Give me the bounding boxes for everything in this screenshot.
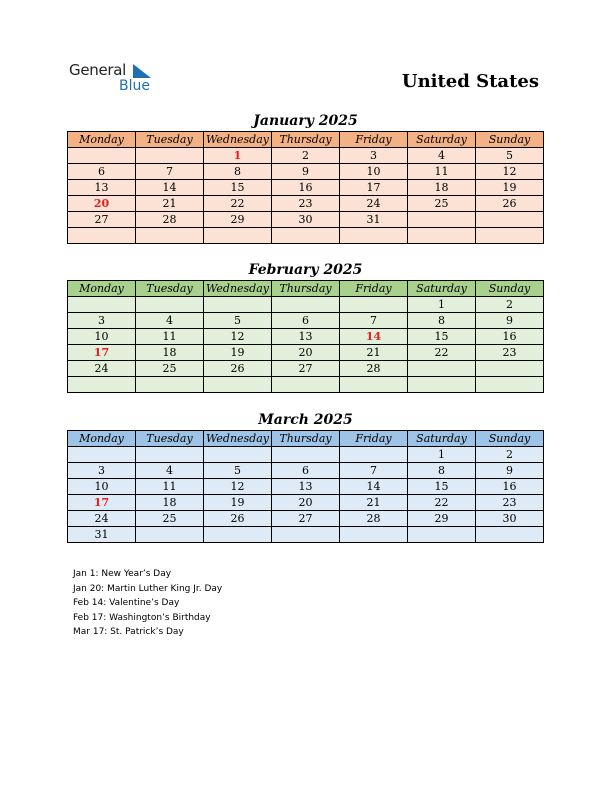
day-cell: 30 — [476, 511, 544, 527]
day-cell: 5 — [204, 313, 272, 329]
day-cell — [340, 447, 408, 463]
day-cell: 5 — [476, 148, 544, 164]
day-cell — [476, 377, 544, 393]
day-cell: 19 — [204, 495, 272, 511]
day-cell — [476, 361, 544, 377]
day-cell — [68, 148, 136, 164]
week-row — [68, 180, 544, 196]
day-cell: 24 — [68, 361, 136, 377]
day-cell — [136, 297, 204, 313]
day-cell: 10 — [340, 164, 408, 180]
logo-triangle-icon — [133, 63, 153, 79]
weekday-header: Thursday — [272, 431, 340, 447]
weekday-header: Thursday — [272, 281, 340, 297]
day-cell: 27 — [272, 361, 340, 377]
weekday-header: Tuesday — [136, 431, 204, 447]
day-cell — [204, 228, 272, 244]
day-cell: 24 — [68, 511, 136, 527]
holiday-list — [73, 567, 222, 640]
day-cell — [340, 297, 408, 313]
weekday-header: Sunday — [476, 132, 544, 148]
day-cell — [340, 228, 408, 244]
day-cell: 20 — [272, 345, 340, 361]
day-cell: 13 — [272, 329, 340, 345]
day-cell: 22 — [408, 345, 476, 361]
day-cell: 26 — [204, 361, 272, 377]
day-cell — [204, 527, 272, 543]
logo-text-general: General — [69, 61, 127, 79]
weekday-header: Saturday — [408, 132, 476, 148]
day-cell: 4 — [408, 148, 476, 164]
day-cell: 21 — [340, 345, 408, 361]
calendar-table — [67, 430, 544, 543]
country-title: United States — [401, 71, 539, 92]
day-cell: 22 — [408, 495, 476, 511]
day-cell: 28 — [136, 212, 204, 228]
day-cell: 6 — [272, 313, 340, 329]
week-row — [68, 361, 544, 377]
month-march — [67, 411, 544, 543]
day-cell: 17 — [340, 180, 408, 196]
day-cell: 22 — [204, 196, 272, 212]
week-row — [68, 527, 544, 543]
weekday-header-row — [68, 132, 544, 148]
day-cell: 18 — [136, 345, 204, 361]
week-row — [68, 329, 544, 345]
day-cell — [272, 297, 340, 313]
day-cell — [476, 228, 544, 244]
month-title: February 2025 — [248, 262, 363, 278]
day-cell — [408, 377, 476, 393]
week-row — [68, 313, 544, 329]
day-cell: 3 — [68, 463, 136, 479]
day-cell: 1 — [408, 447, 476, 463]
weekday-header: Sunday — [476, 431, 544, 447]
day-cell: 21 — [340, 495, 408, 511]
weekday-header: Friday — [340, 281, 408, 297]
day-cell: 26 — [476, 196, 544, 212]
day-cell: 7 — [340, 463, 408, 479]
weekday-header: Friday — [340, 431, 408, 447]
day-cell: 27 — [272, 511, 340, 527]
day-cell: 1 — [408, 297, 476, 313]
day-cell: 4 — [136, 313, 204, 329]
day-cell: 3 — [340, 148, 408, 164]
calendar-table — [67, 280, 544, 393]
day-cell: 15 — [408, 329, 476, 345]
day-cell — [136, 228, 204, 244]
day-cell: 16 — [476, 479, 544, 495]
day-cell — [340, 377, 408, 393]
weekday-header: Saturday — [408, 281, 476, 297]
day-cell — [68, 377, 136, 393]
day-cell: 17 — [68, 495, 136, 511]
day-cell — [204, 447, 272, 463]
day-cell: 30 — [272, 212, 340, 228]
week-row — [68, 148, 544, 164]
day-cell: 14 — [136, 180, 204, 196]
day-cell: 28 — [340, 511, 408, 527]
day-cell — [136, 447, 204, 463]
day-cell: 18 — [408, 180, 476, 196]
day-cell: 2 — [476, 447, 544, 463]
day-cell: 23 — [476, 495, 544, 511]
weekday-header: Monday — [68, 132, 136, 148]
weekday-header: Wednesday — [204, 281, 272, 297]
day-cell: 9 — [476, 313, 544, 329]
week-row — [68, 345, 544, 361]
day-cell: 18 — [136, 495, 204, 511]
month-january — [67, 112, 544, 244]
day-cell: 13 — [272, 479, 340, 495]
day-cell — [340, 527, 408, 543]
week-row — [68, 228, 544, 244]
day-cell — [408, 212, 476, 228]
day-cell — [204, 377, 272, 393]
weekday-header: Monday — [68, 281, 136, 297]
week-row — [68, 297, 544, 313]
day-cell — [272, 377, 340, 393]
weekday-header: Wednesday — [204, 132, 272, 148]
generalblue-logo — [69, 61, 159, 97]
day-cell: 4 — [136, 463, 204, 479]
day-cell: 29 — [408, 511, 476, 527]
day-cell: 19 — [204, 345, 272, 361]
day-cell — [68, 297, 136, 313]
day-cell — [272, 527, 340, 543]
day-cell: 3 — [68, 313, 136, 329]
day-cell: 25 — [136, 511, 204, 527]
day-cell: 23 — [272, 196, 340, 212]
day-cell: 8 — [408, 463, 476, 479]
day-cell — [408, 361, 476, 377]
holiday-item: Feb 17: Washington’s Birthday — [73, 612, 211, 623]
day-cell: 6 — [272, 463, 340, 479]
weekday-header: Sunday — [476, 281, 544, 297]
holiday-item: Mar 17: St. Patrick’s Day — [73, 627, 184, 637]
week-row — [68, 495, 544, 511]
holiday-item: Feb 14: Valentine’s Day — [73, 598, 180, 608]
weekday-header: Tuesday — [136, 132, 204, 148]
day-cell: 8 — [204, 164, 272, 180]
holiday-item: Jan 1: New Year’s Day — [73, 569, 172, 579]
week-row — [68, 479, 544, 495]
week-row — [68, 377, 544, 393]
day-cell: 8 — [408, 313, 476, 329]
day-cell: 11 — [136, 329, 204, 345]
day-cell — [204, 297, 272, 313]
day-cell: 29 — [204, 212, 272, 228]
day-cell: 20 — [272, 495, 340, 511]
day-cell: 9 — [476, 463, 544, 479]
weekday-header: Tuesday — [136, 281, 204, 297]
day-cell — [136, 377, 204, 393]
day-cell: 25 — [408, 196, 476, 212]
day-cell: 21 — [136, 196, 204, 212]
day-cell: 27 — [68, 212, 136, 228]
day-cell — [408, 527, 476, 543]
week-row — [68, 196, 544, 212]
calendar-table — [67, 131, 544, 244]
day-cell: 19 — [476, 180, 544, 196]
day-cell: 25 — [136, 361, 204, 377]
week-row — [68, 463, 544, 479]
weekday-header: Saturday — [408, 431, 476, 447]
day-cell: 13 — [68, 180, 136, 196]
day-cell — [476, 212, 544, 228]
weekday-header: Thursday — [272, 132, 340, 148]
day-cell: 17 — [68, 345, 136, 361]
week-row — [68, 447, 544, 463]
day-cell: 16 — [476, 329, 544, 345]
day-cell — [136, 527, 204, 543]
weekday-header-row — [68, 431, 544, 447]
holiday-item: Jan 20: Martin Luther King Jr. Day — [73, 583, 223, 594]
day-cell: 12 — [204, 479, 272, 495]
day-cell: 11 — [408, 164, 476, 180]
day-cell — [68, 228, 136, 244]
day-cell: 28 — [340, 361, 408, 377]
day-cell — [272, 447, 340, 463]
day-cell: 15 — [408, 479, 476, 495]
day-cell — [408, 228, 476, 244]
weekday-header: Wednesday — [204, 431, 272, 447]
day-cell: 14 — [340, 329, 408, 345]
day-cell: 1 — [204, 148, 272, 164]
day-cell: 12 — [204, 329, 272, 345]
day-cell: 23 — [476, 345, 544, 361]
day-cell: 12 — [476, 164, 544, 180]
day-cell: 2 — [272, 148, 340, 164]
day-cell: 7 — [340, 313, 408, 329]
day-cell: 10 — [68, 479, 136, 495]
day-cell: 9 — [272, 164, 340, 180]
logo-text-blue: Blue — [119, 78, 150, 94]
month-february — [67, 261, 544, 393]
day-cell: 10 — [68, 329, 136, 345]
day-cell: 2 — [476, 297, 544, 313]
day-cell: 26 — [204, 511, 272, 527]
day-cell: 7 — [136, 164, 204, 180]
day-cell: 24 — [340, 196, 408, 212]
day-cell: 11 — [136, 479, 204, 495]
day-cell: 14 — [340, 479, 408, 495]
day-cell: 5 — [204, 463, 272, 479]
month-title: March 2025 — [258, 412, 353, 428]
weekday-header: Monday — [68, 431, 136, 447]
week-row — [68, 511, 544, 527]
day-cell — [68, 447, 136, 463]
day-cell: 6 — [68, 164, 136, 180]
day-cell: 31 — [340, 212, 408, 228]
month-title: January 2025 — [253, 113, 358, 129]
day-cell — [476, 527, 544, 543]
day-cell: 31 — [68, 527, 136, 543]
day-cell: 15 — [204, 180, 272, 196]
day-cell: 20 — [68, 196, 136, 212]
weekday-header-row — [68, 281, 544, 297]
day-cell — [136, 148, 204, 164]
week-row — [68, 212, 544, 228]
weekday-header: Friday — [340, 132, 408, 148]
week-row — [68, 164, 544, 180]
day-cell — [272, 228, 340, 244]
day-cell: 16 — [272, 180, 340, 196]
